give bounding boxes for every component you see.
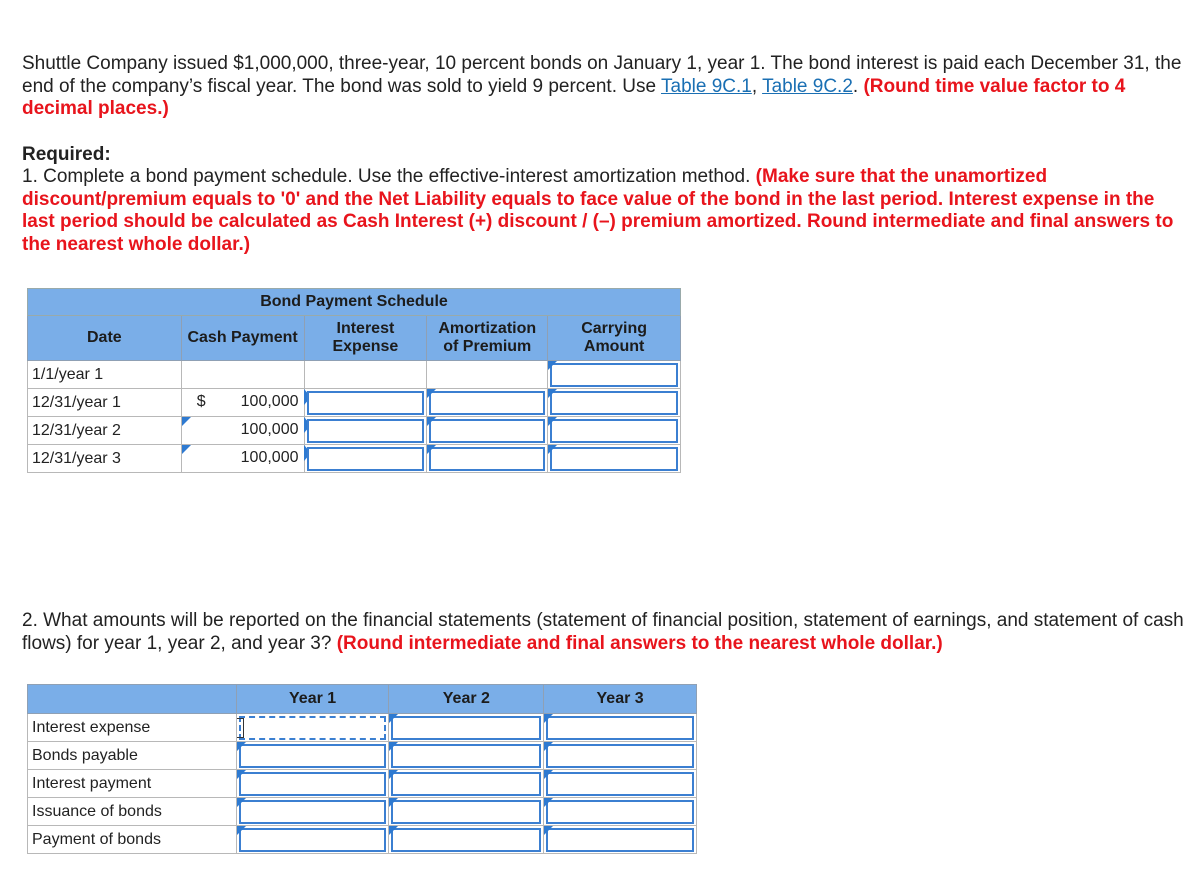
- table-row: [28, 361, 681, 389]
- schedule-title: Bond Payment Schedule: [28, 289, 681, 316]
- requirement-1: [22, 166, 1187, 256]
- row-label: Payment of bonds: [28, 826, 237, 854]
- col-carrying-amount: Carrying Amount: [548, 316, 681, 361]
- cash-value: 100,000: [240, 449, 299, 466]
- table-row: [28, 417, 681, 445]
- round-note: (Round time value factor to 4 decimal places.): [22, 75, 1126, 119]
- year1-input[interactable]: [236, 826, 389, 854]
- cash-cell: [181, 417, 304, 445]
- row-label: Bonds payable: [28, 742, 237, 770]
- year1-input[interactable]: [236, 742, 389, 770]
- req1-text: 1. Complete a bond payment schedule. Use the effective-interest amortization method.: [22, 166, 756, 187]
- amortization-input[interactable]: [427, 445, 548, 473]
- year2-input[interactable]: [389, 798, 544, 826]
- carrying-amount-input[interactable]: [548, 361, 681, 389]
- req1-note: (Make sure that the unamortized discount/premium equals to '0' and the Net Liability equals to face value of the bond in the last period. Interest expense in the last period should be calculated as Cash Interest (+) discount / (–) premium amortized. Round intermediate and final answers to the nearest whole dollar.): [22, 166, 1174, 255]
- intro-text: Shuttle Company issued $1,000,000, three-year, 10 percent bonds on January 1, year 1. The bond interest is paid each December 31, the end of the company’s fiscal year. The bond was sold to yield 9 percent. Use: [22, 53, 1182, 97]
- row-label: Interest payment: [28, 770, 237, 798]
- cash-value: 100,000: [240, 393, 299, 410]
- row-date: 1/1/year 1: [28, 361, 182, 389]
- req2-text: 2. What amounts will be reported on the financial statements (statement of financial position, statement of earnings, and statement of cash flows) for year 1, year 2, and year 3?: [22, 610, 1184, 654]
- row-date: 12/31/year 3: [28, 445, 182, 473]
- col-amortization: Amortization of Premium: [427, 316, 548, 361]
- year2-input[interactable]: [389, 826, 544, 854]
- carrying-amount-input[interactable]: [548, 417, 681, 445]
- year1-input[interactable]: [236, 798, 389, 826]
- carrying-amount-input[interactable]: [548, 445, 681, 473]
- financial-statements-table: [27, 684, 697, 854]
- amortization-input[interactable]: [427, 417, 548, 445]
- table-row: [28, 445, 681, 473]
- period: .: [852, 75, 864, 97]
- cash-cell: [181, 445, 304, 473]
- table-row: [28, 770, 697, 798]
- table-row: [28, 389, 681, 417]
- col-year-1: Year 1: [236, 685, 389, 714]
- row-date: 12/31/year 1: [28, 389, 182, 417]
- table-row: [28, 742, 697, 770]
- year3-input[interactable]: [544, 770, 697, 798]
- cash-value: 100,000: [240, 421, 299, 438]
- requirement-2: [22, 610, 1187, 655]
- year3-input[interactable]: [544, 798, 697, 826]
- col-date: Date: [28, 316, 182, 361]
- row-date: 12/31/year 2: [28, 417, 182, 445]
- col-cash-payment: Cash Payment: [181, 316, 304, 361]
- interest-expense-input[interactable]: [304, 417, 427, 445]
- table-row: [28, 798, 697, 826]
- interest-expense-input[interactable]: [304, 445, 427, 473]
- row-label: Issuance of bonds: [28, 798, 237, 826]
- table-row: [28, 714, 697, 742]
- col-interest-expense: Interest Expense: [304, 316, 427, 361]
- col-year-3: Year 3: [544, 685, 697, 714]
- year2-input[interactable]: [389, 714, 544, 742]
- required-heading: Required:: [22, 144, 111, 165]
- year3-input[interactable]: [544, 742, 697, 770]
- year3-input[interactable]: [544, 826, 697, 854]
- req2-note: (Round intermediate and final answers to the nearest whole dollar.): [336, 632, 943, 654]
- table-9c1-link[interactable]: Table 9C.1: [661, 75, 752, 97]
- col-year-2: Year 2: [389, 685, 544, 714]
- cash-cell: [181, 389, 304, 417]
- year1-input[interactable]: [236, 770, 389, 798]
- cash-cell: [181, 361, 304, 389]
- problem-intro: [22, 53, 1187, 121]
- carrying-amount-input[interactable]: [548, 389, 681, 417]
- interest-cell: [304, 361, 427, 389]
- bond-payment-schedule-table: [27, 288, 681, 473]
- table-row: [28, 826, 697, 854]
- currency-symbol: $: [196, 393, 206, 410]
- year3-input[interactable]: [544, 714, 697, 742]
- table-9c2-link[interactable]: Table 9C.2: [762, 75, 853, 97]
- link-separator: ,: [751, 75, 763, 97]
- amortization-input[interactable]: [427, 389, 548, 417]
- row-label: Interest expense: [28, 714, 237, 742]
- amortization-cell: [427, 361, 548, 389]
- header-blank: [28, 685, 237, 714]
- year1-input[interactable]: [236, 714, 389, 742]
- year2-input[interactable]: [389, 742, 544, 770]
- interest-expense-input[interactable]: [304, 389, 427, 417]
- year2-input[interactable]: [389, 770, 544, 798]
